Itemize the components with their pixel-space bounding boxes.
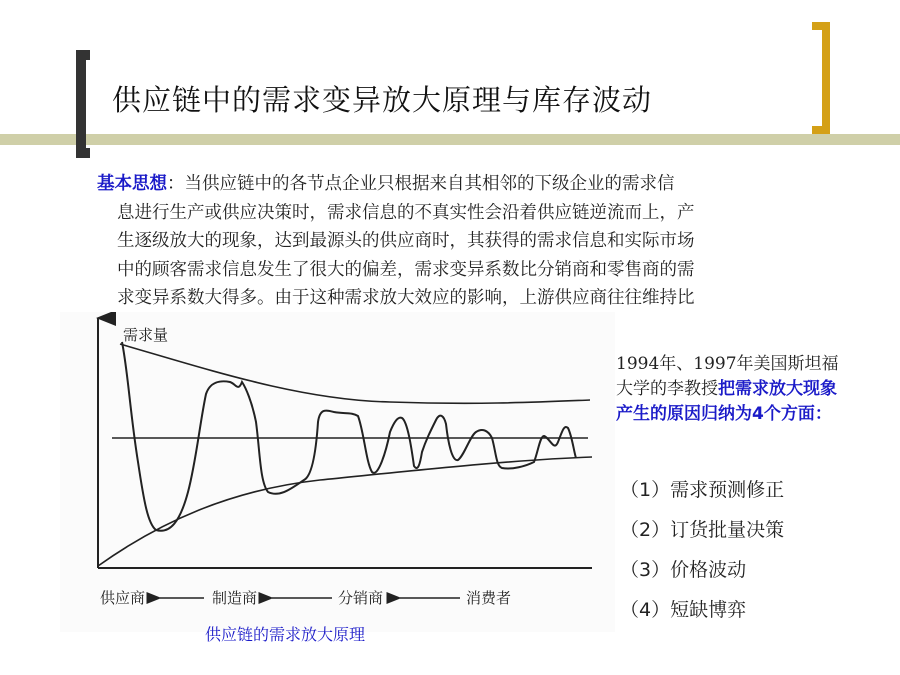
intro-line: 中的顾客需求信息发生了很大的偏差，需求变异系数比分销商和零售商的需: [117, 259, 695, 280]
lower-envelope-curve: [98, 457, 592, 566]
diagram-caption: 供应链的需求放大原理: [205, 625, 366, 644]
intro-line: 生逐级放大的现象，达到最源头的供应商时，其获得的需求信息和实际市场: [117, 231, 695, 252]
bullwhip-diagram-svg: [60, 312, 615, 632]
side-note-highlight: 把需求放大现象产生的原因归纳为4个方面：: [616, 379, 837, 424]
upper-envelope-curve: [120, 344, 590, 403]
cause-list: [620, 474, 784, 634]
intro-line: 息进行生产或供应决策时，需求信息的不真实性会沿着供应链逆流而上，产: [117, 202, 695, 223]
list-item: （1）需求预测修正: [620, 479, 785, 501]
intro-label: 基本思想: [97, 174, 167, 194]
side-note-text: 1994年、1997年美国斯坦福大学的李教授: [616, 354, 839, 399]
demand-fluctuation-curve: [122, 342, 576, 531]
x-label-distributor: 分销商: [338, 589, 384, 607]
title-band: [0, 134, 900, 145]
intro-paragraph: [97, 170, 857, 314]
side-note: [616, 352, 846, 427]
x-label-consumer: 消费者: [466, 589, 512, 607]
list-item: （4）短缺博弈: [620, 599, 747, 621]
intro-line-1: 当供应链中的各节点企业只根据来自其相邻的下级企业的需求信: [184, 174, 675, 194]
list-item: （2）订货批量决策: [620, 519, 785, 541]
intro-first-line: [97, 170, 857, 199]
intro-line: 求变异系数大得多。由于这种需求放大效应的影响，上游供应商往往维持比: [117, 288, 695, 309]
bullwhip-diagram: [60, 312, 615, 632]
list-item: （3）价格波动: [620, 559, 747, 581]
y-axis-label: 需求量: [123, 326, 169, 344]
right-bracket-decoration: [812, 22, 830, 134]
slide-title: 供应链中的需求变异放大原理与库存波动: [112, 83, 653, 117]
x-label-supplier: 供应商: [100, 589, 146, 607]
x-label-manufacturer: 制造商: [212, 589, 258, 607]
intro-separator: ：: [167, 174, 185, 194]
left-bracket-decoration: [76, 50, 90, 158]
